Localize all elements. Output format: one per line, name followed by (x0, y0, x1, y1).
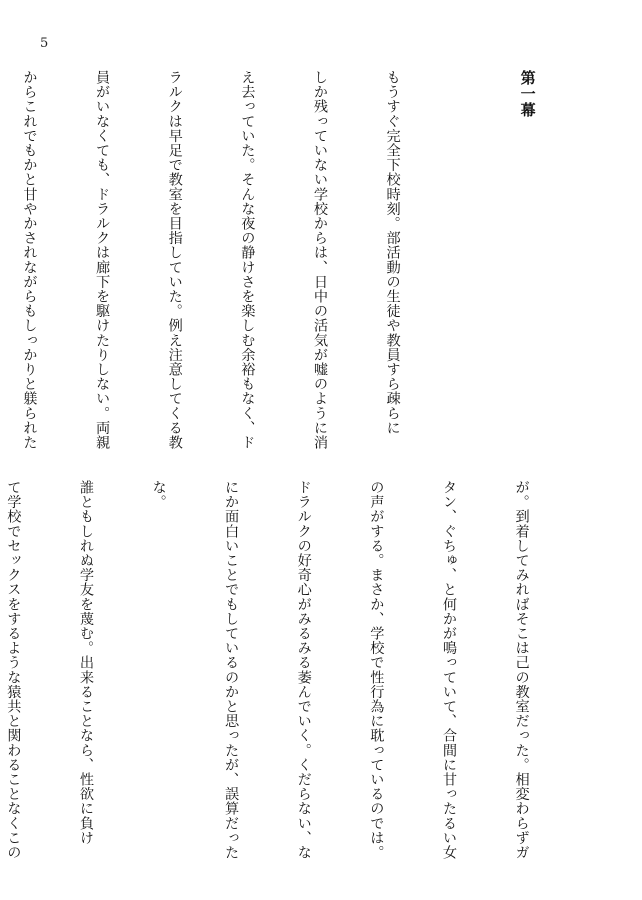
text-line: にか面白いことでもしているのかと思ったが、誤算だった (223, 480, 240, 860)
text-line: からこれでもかと甘やかされながらもしっかりと躾られた (21, 70, 38, 450)
text-line: な。 (150, 480, 167, 510)
text-line: ドラルクの好奇心がみるみる萎んでいく。くだらない、な (295, 480, 312, 860)
upper-text-block (21, 70, 588, 450)
chapter-title: 第一幕 (518, 70, 537, 118)
text-line: え去っていた。そんな夜の静けさを楽しむ余裕もなく、ド (239, 70, 256, 450)
text-line: もうすぐ完全下校時刻。部活動の生徒や教員すら疎らに (384, 70, 401, 435)
lower-text-block (5, 480, 582, 860)
heading-gap (453, 70, 467, 442)
text-line: しか残っていない学校からは、日中の活気が嘘のように消 (311, 70, 328, 450)
text-line: て学校でセックスをするような猿共と関わることなくこの (5, 480, 22, 860)
text-line: 員がいなくても、ドラルクは廊下を駆けたりしない。両親 (94, 70, 111, 450)
text-line: ラルクは早足で教室を目指していた。例え注意してくる教 (166, 70, 183, 450)
page-number: 5 (40, 36, 49, 51)
text-line: タン、ぐちゅ、と何かが鳴っていて、合間に甘ったるい女 (440, 480, 457, 860)
text-line: 誰ともしれぬ学友を蔑む。出来ることなら、性欲に負け (77, 480, 94, 845)
text-line: が。到着してみればそこは己の教室だった。相変わらずガ (513, 480, 530, 860)
text-line: の声がする。まさか、学校で性行為に耽っているのでは。 (368, 480, 385, 860)
